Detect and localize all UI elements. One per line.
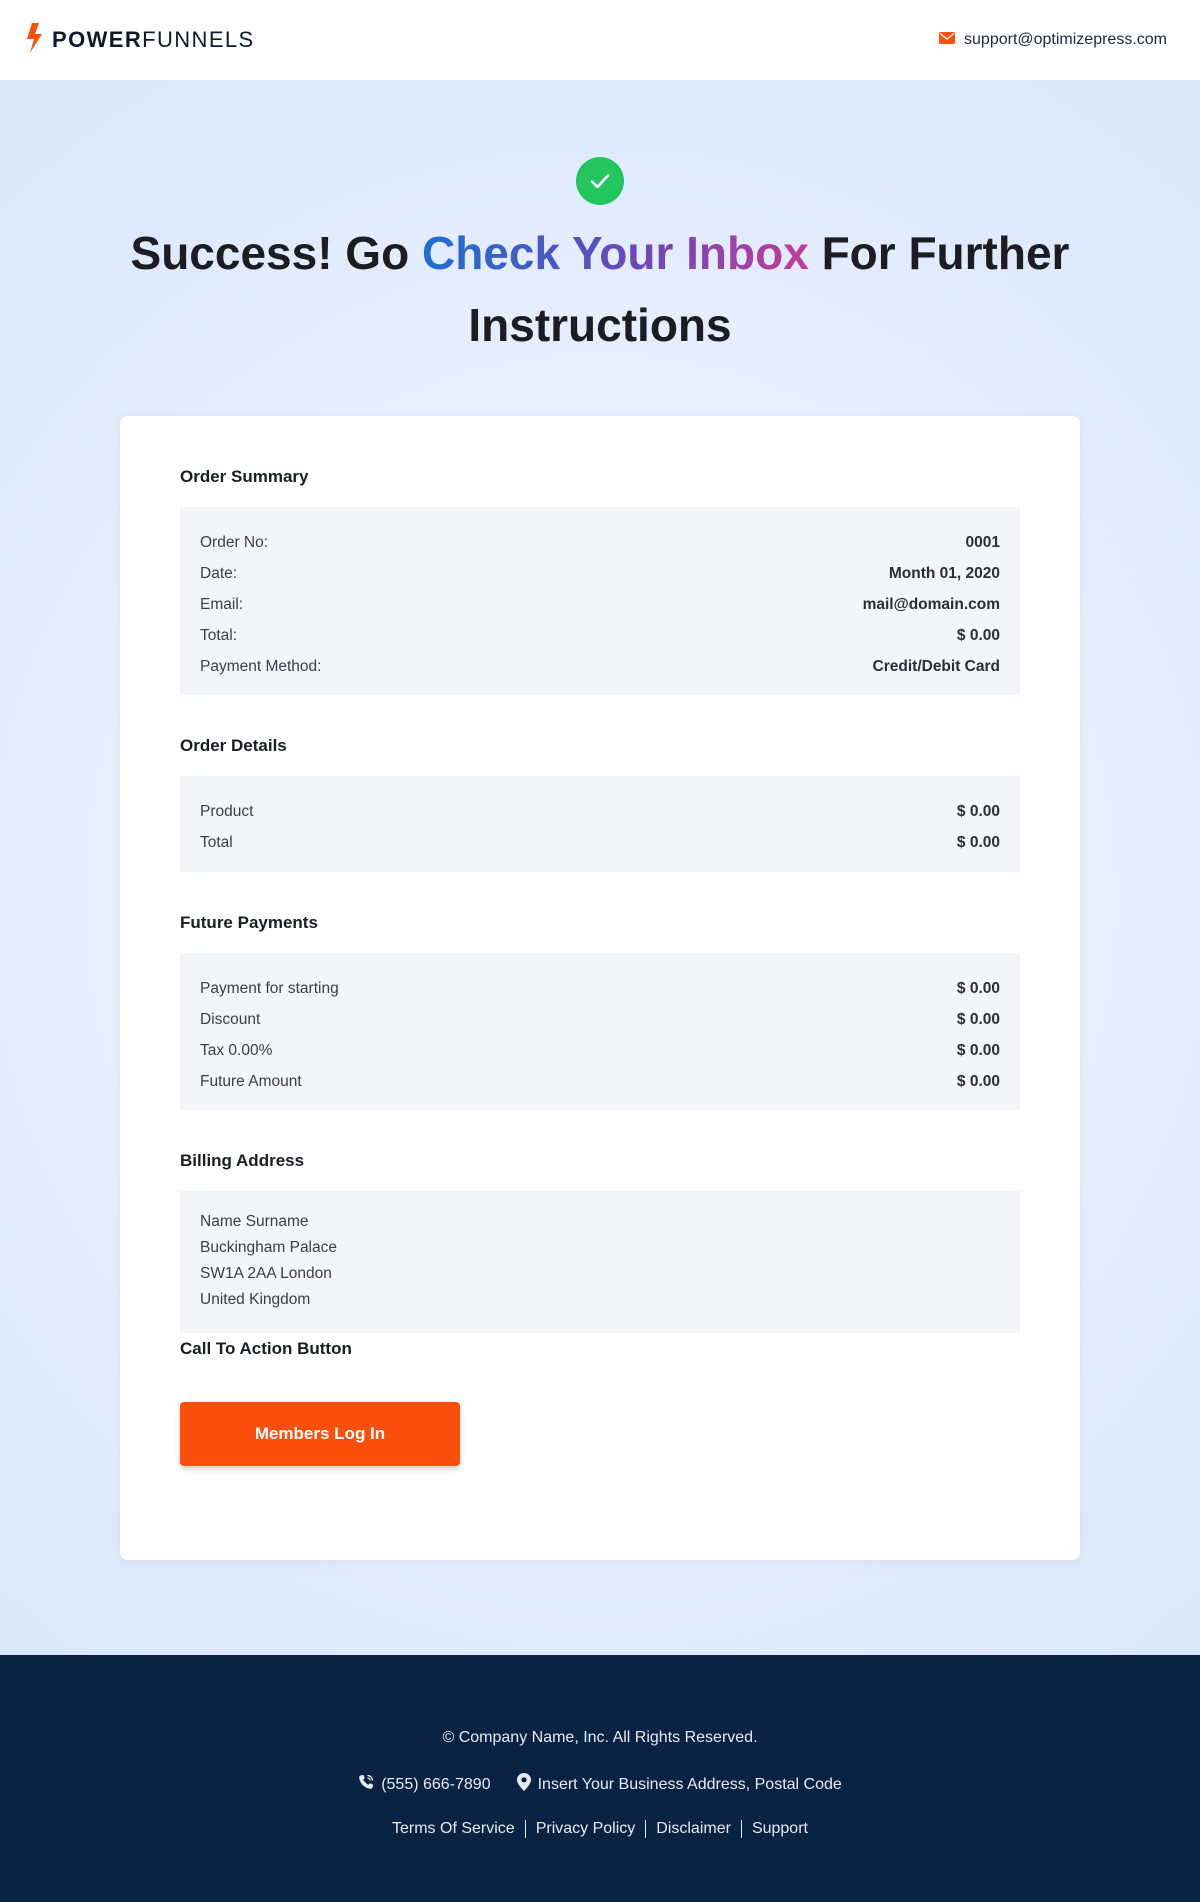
row-value: 0001 (965, 533, 1000, 551)
row-label: Email: (200, 595, 244, 613)
address-line: Buckingham Palace (200, 1239, 337, 1256)
disclaimer-link[interactable]: Disclaimer (656, 1820, 731, 1837)
lightning-bolt-icon (24, 23, 44, 58)
brand-logo[interactable] (24, 23, 255, 58)
site-header (0, 0, 1200, 80)
summary-row-total (200, 620, 1000, 651)
billing-address-title: Billing Address (180, 1151, 305, 1170)
row-value: $ 0.00 (956, 802, 1000, 820)
row-label: Total (200, 833, 233, 851)
headline-before: Success! Go (130, 227, 422, 279)
details-row-product (200, 796, 1000, 827)
support-link[interactable]: Support (751, 1820, 808, 1837)
summary-row-order-no (200, 527, 1000, 558)
order-confirmation-card (120, 416, 1080, 1560)
footer-address (517, 1773, 842, 1796)
row-label: Future Amount (200, 1072, 302, 1090)
summary-row-email (200, 589, 1000, 620)
details-row-total (200, 827, 1000, 858)
row-label: Payment for starting (200, 979, 339, 997)
phone-number: (555) 666-7890 (381, 1775, 491, 1793)
order-details-box (180, 776, 1020, 872)
row-value: $ 0.00 (956, 833, 1000, 851)
address-line: SW1A 2AA London (200, 1265, 332, 1282)
business-address: Insert Your Business Address, Postal Code (537, 1775, 842, 1793)
order-summary-box (180, 507, 1020, 695)
row-label: Discount (200, 1010, 261, 1028)
footer-contact (0, 1773, 1200, 1796)
summary-row-payment-method (200, 651, 1000, 682)
row-label: Payment Method: (200, 657, 322, 675)
row-value: $ 0.00 (956, 1072, 1000, 1090)
cta-title: Call To Action Button (180, 1339, 352, 1358)
row-value: $ 0.00 (956, 1041, 1000, 1059)
support-email[interactable]: support@optimizepress.com (964, 31, 1167, 48)
row-label: Product (200, 802, 254, 820)
row-label: Total: (200, 626, 238, 644)
billing-address-box (180, 1191, 1020, 1333)
future-payments-box (180, 953, 1020, 1110)
address-line: Name Surname (200, 1213, 309, 1230)
future-payments-title: Future Payments (180, 913, 318, 932)
row-value: $ 0.00 (956, 626, 1000, 644)
support-contact[interactable] (939, 31, 1167, 49)
future-row-amount (200, 1066, 1000, 1097)
order-details-title: Order Details (180, 736, 287, 755)
order-summary-title: Order Summary (180, 467, 309, 486)
headline-after: For Further Instructions (468, 227, 1070, 351)
members-login-button[interactable]: Members Log In (180, 1402, 460, 1466)
link-divider (645, 1820, 646, 1838)
row-value: Credit/Debit Card (872, 657, 1000, 675)
future-row-tax (200, 1035, 1000, 1066)
headline-highlight: Check Your Inbox (421, 227, 809, 279)
success-check-icon (576, 157, 624, 205)
future-row-discount (200, 1004, 1000, 1035)
row-value: mail@domain.com (862, 595, 1000, 613)
row-value: $ 0.00 (956, 1010, 1000, 1028)
footer-links (0, 1820, 1200, 1838)
row-label: Tax 0.00% (200, 1041, 273, 1059)
row-value: Month 01, 2020 (888, 564, 1000, 582)
footer-phone[interactable] (358, 1774, 490, 1795)
brand-name-bold: POWER (52, 27, 143, 52)
phone-icon (358, 1774, 374, 1795)
link-divider (525, 1820, 526, 1838)
link-divider (741, 1820, 742, 1838)
copyright-text: © Company Name, Inc. All Rights Reserved. (442, 1729, 758, 1746)
row-label: Date: (200, 564, 238, 582)
summary-row-date (200, 558, 1000, 589)
address-line: United Kingdom (200, 1291, 311, 1308)
hero-section (0, 80, 1200, 1655)
site-footer (0, 1655, 1200, 1902)
map-pin-icon (517, 1773, 531, 1796)
future-row-starting (200, 973, 1000, 1004)
row-label: Order No: (200, 533, 269, 551)
brand-name-light: FUNNELS (142, 27, 255, 52)
brand-name (52, 27, 255, 53)
envelope-icon (939, 31, 955, 49)
terms-of-service-link[interactable]: Terms Of Service (392, 1820, 515, 1837)
page-title (120, 217, 1080, 361)
row-value: $ 0.00 (956, 979, 1000, 997)
privacy-policy-link[interactable]: Privacy Policy (535, 1820, 636, 1837)
